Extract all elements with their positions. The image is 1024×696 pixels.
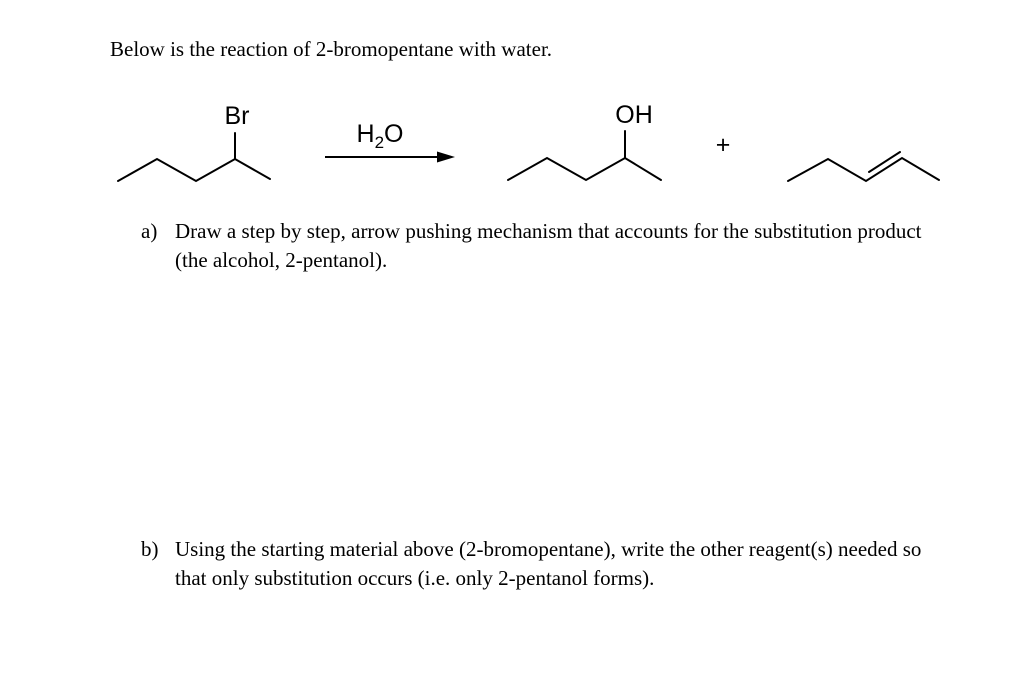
reactant-label-br: Br — [224, 102, 250, 130]
question-b-text: Using the starting material above (2-bromopentane), write the other reagent(s) needed so that only substitution occurs (i.e. only 2-pentanol forms). — [175, 537, 922, 590]
product-alkene-structure — [788, 152, 939, 181]
question-b-letter: b) — [141, 537, 159, 561]
intro-text: Below is the reaction of 2-bromopentane with water. — [110, 37, 553, 61]
question-a-text: Draw a step by step, arrow pushing mechanism that accounts for the substitution product (the alcohol, 2-pentanol). — [175, 219, 922, 272]
reaction-scheme — [0, 0, 1024, 210]
reaction-arrow — [325, 152, 455, 163]
reagent-h: H — [356, 120, 375, 148]
reagent-subscript: 2 — [374, 133, 385, 152]
reactant-structure — [118, 133, 270, 181]
question-a — [141, 217, 941, 277]
plus-sign: + — [715, 131, 731, 159]
product-alcohol-structure — [508, 131, 661, 180]
reagent-o: O — [384, 120, 404, 148]
reagent-label — [357, 120, 404, 152]
question-b — [141, 535, 941, 625]
product-label-oh: OH — [615, 101, 653, 129]
question-a-letter: a) — [141, 219, 158, 243]
